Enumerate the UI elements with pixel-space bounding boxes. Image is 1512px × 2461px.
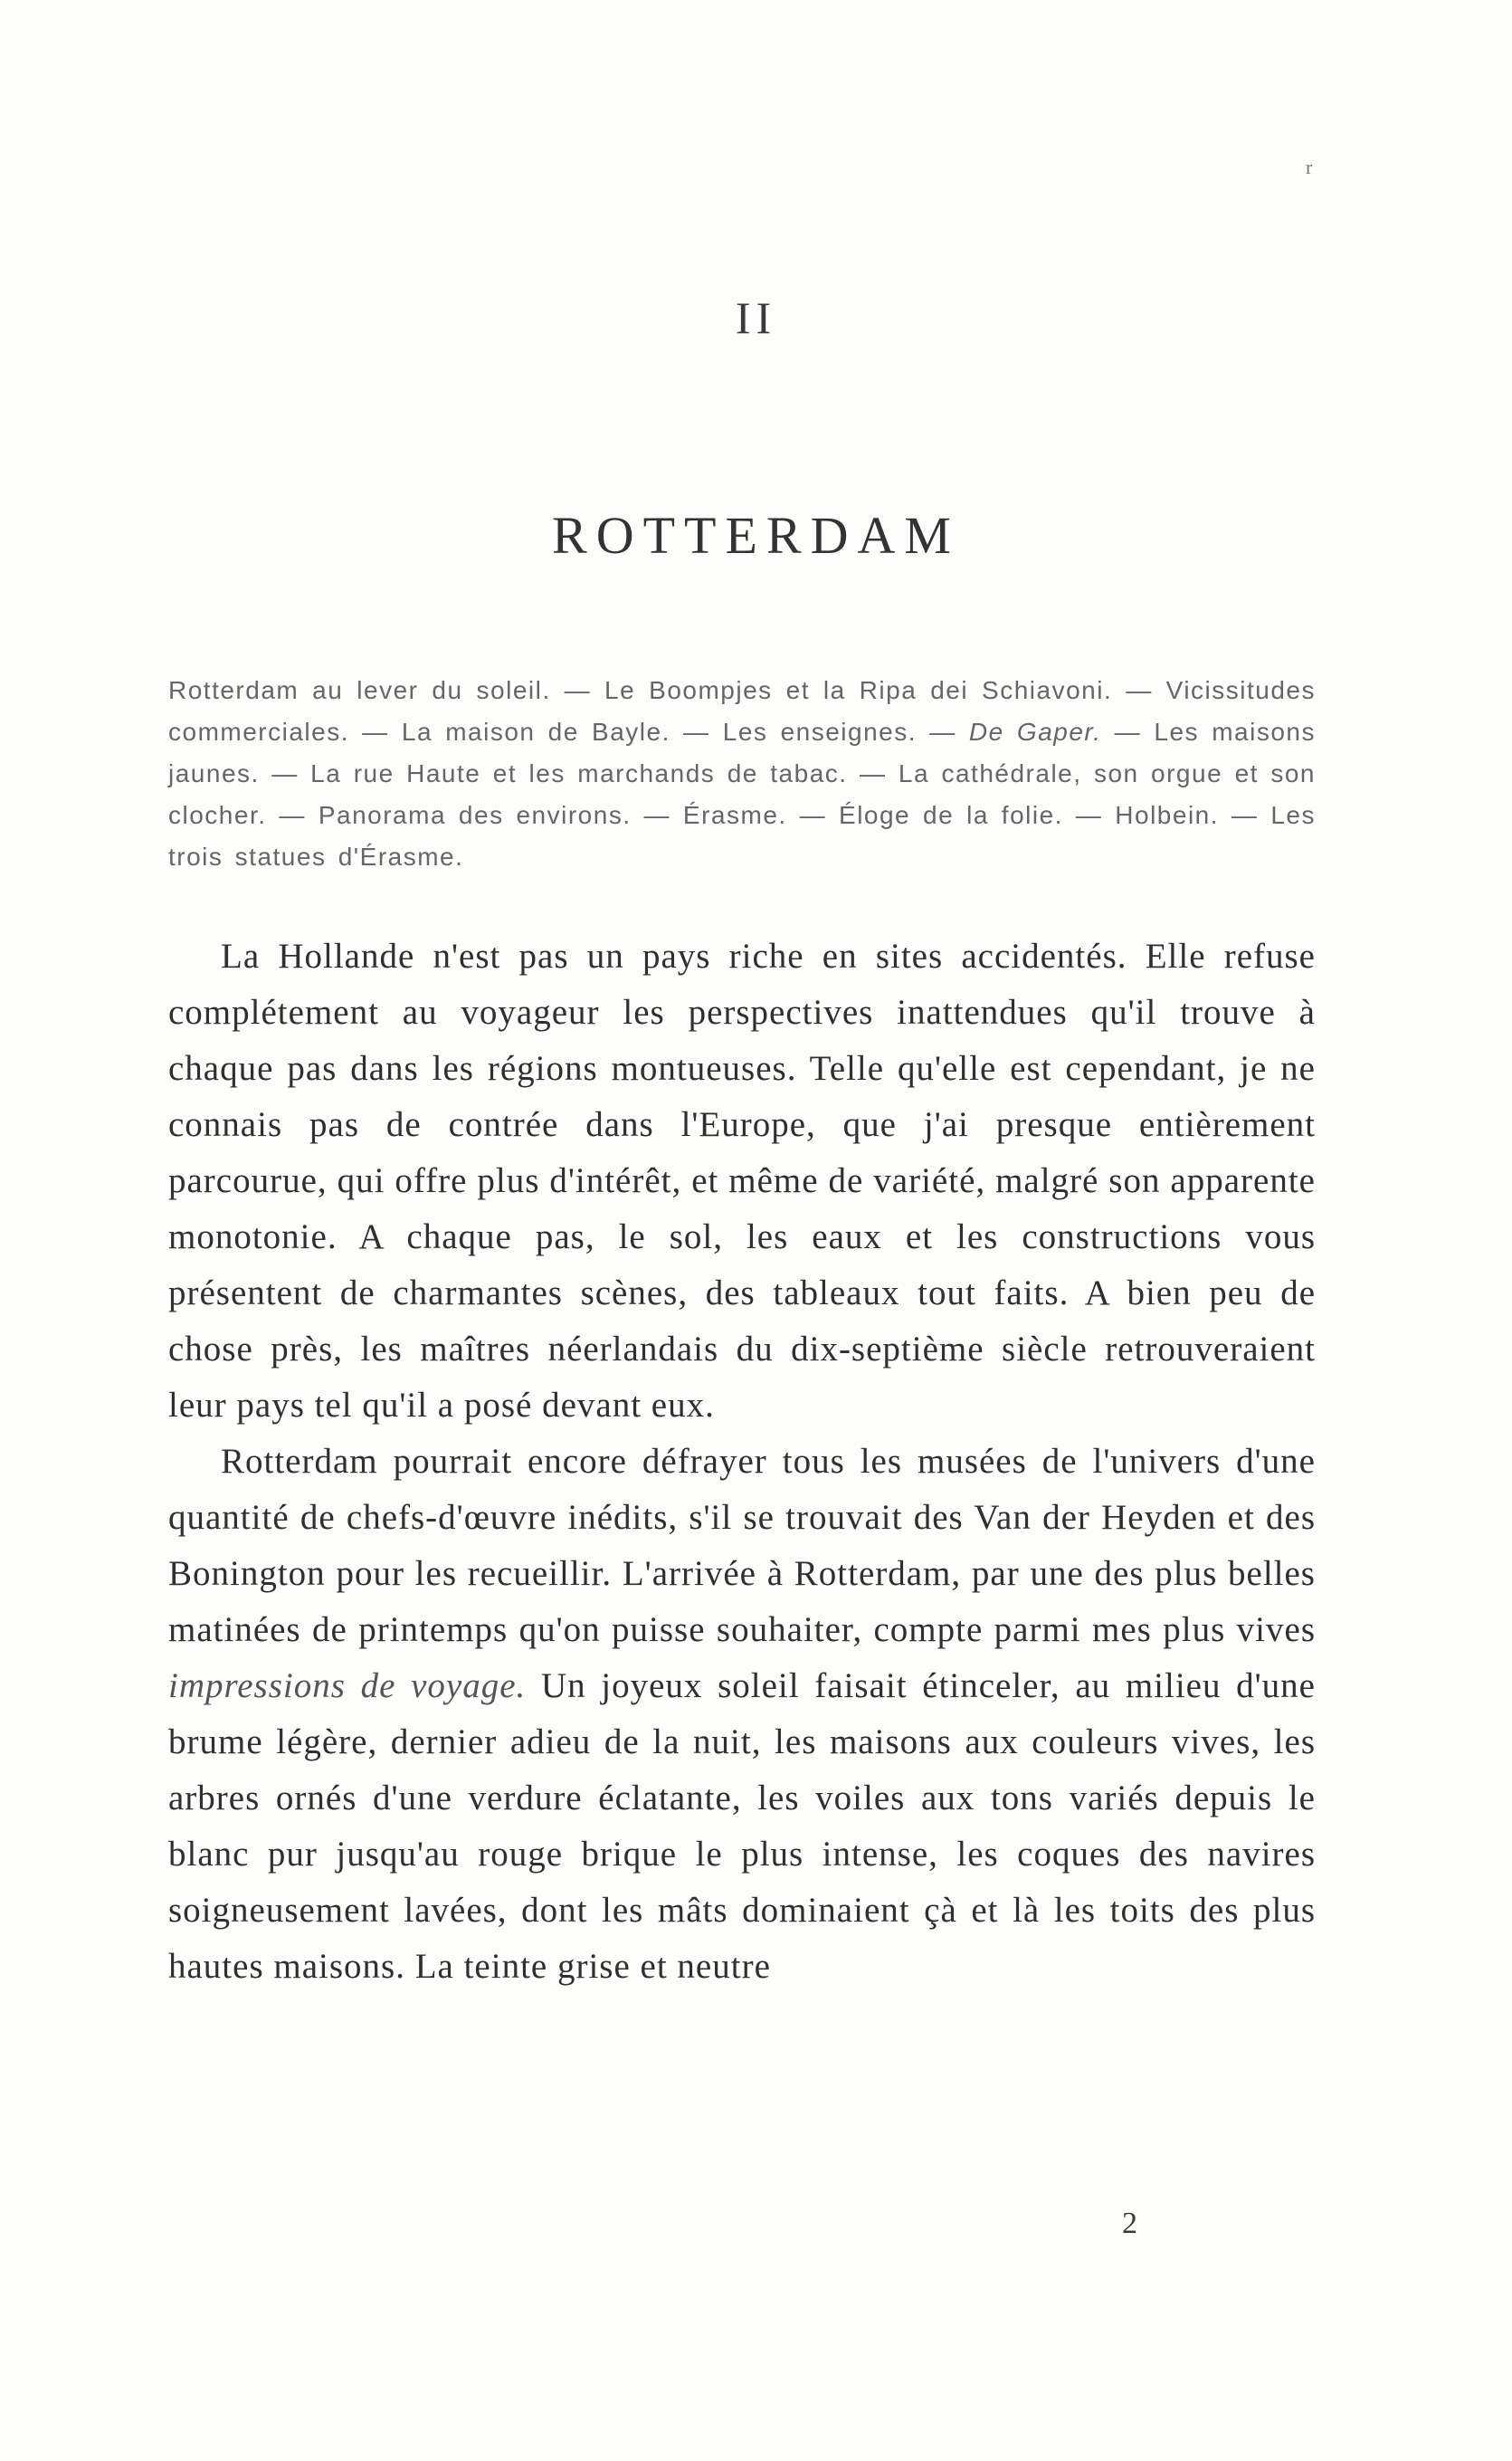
corner-mark: r <box>1306 156 1313 178</box>
body-text <box>168 929 1316 1995</box>
chapter-summary <box>168 670 1316 878</box>
chapter-title: ROTTERDAM <box>552 506 960 565</box>
paragraph-2 <box>168 1434 1316 1995</box>
page-number: 2 <box>1122 2207 1137 2240</box>
paragraph-2-italic: impressions de voyage. <box>168 1666 527 1705</box>
summary-italic: De Gaper. <box>968 718 1102 746</box>
summary-text-2: — Les maisons jaunes. — La rue Haute et les marchands de tabac. — La cathédrale, son orgue et son clocher. — Panorama des environs. — Érasme. — Éloge de la folie. — Holbein. — Les trois statues d'Érasme. <box>168 718 1316 871</box>
paragraph-2-text-2: Un joyeux soleil faisait étinceler, au milieu d'une brume légère, dernier adieu de la nuit, les maisons aux couleurs vives, les arbres ornés d'une verdure éclatante, les voiles aux tons variés depuis le blanc pur jusqu'au rouge brique le plus intense, les coques des navires soigneusement lavées, dont les mâts dominaient çà et là les toits des plus hautes maisons. La teinte grise et neutre <box>168 1666 1316 1986</box>
chapter-number: II <box>735 292 777 343</box>
summary-text-1: Rotterdam au lever du soleil. — Le Boompjes et la Ripa dei Schiavoni. — Vicissitudes commerciales. — La maison de Bayle. — Les enseignes. — <box>168 676 1316 746</box>
paragraph-1: La Hollande n'est pas un pays riche en sites accidentés. Elle refuse complétement au voyageur les perspectives inattendues qu'il trouve à chaque pas dans les régions montueuses. Telle qu'elle est cependant, je ne connais pas de contrée dans l'Europe, que j'ai presque entièrement parcourue, qui offre plus d'intérêt, et même de variété, malgré son apparente monotonie. A chaque pas, le sol, les eaux et les constructions vous présentent de charmantes scènes, des tableaux tout faits. A bien peu de chose près, les maîtres néerlandais du dix-septième siècle retrouveraient leur pays tel qu'il a posé devant eux. <box>168 937 1316 1425</box>
paragraph-2-text-1: Rotterdam pourrait encore défrayer tous les musées de l'univers d'une quantité de chefs-d'œuvre inédits, s'il se trouvait des Van der Heyden et des Bonington pour les recueillir. L'arrivée à Rotterdam, par une des plus belles matinées de printemps qu'on puisse souhaiter, compte parmi mes plus vives <box>168 1442 1316 1649</box>
